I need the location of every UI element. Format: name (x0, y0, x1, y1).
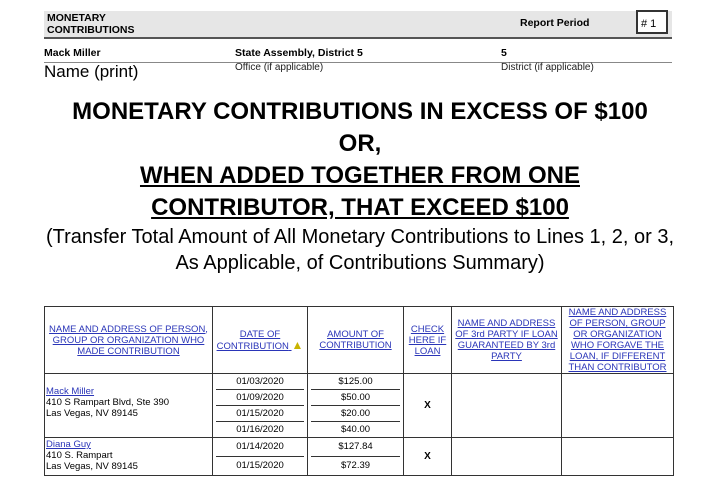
date-entry: 01/14/2020 (216, 438, 304, 457)
form-header-bar (44, 11, 672, 39)
report-number-field[interactable]: # 1 (636, 10, 668, 34)
date-entry: 01/09/2020 (216, 390, 304, 406)
heading-line2: OR, (338, 130, 382, 157)
amounts-cell (308, 374, 404, 438)
district-value[interactable]: 5 (501, 47, 507, 59)
filer-name-value[interactable]: Mack Miller (44, 47, 101, 59)
filer-info-row (44, 46, 672, 63)
amount-entry: $40.00 (340, 424, 371, 435)
page-heading (40, 96, 680, 224)
col-header-forgave[interactable]: NAME AND ADDRESS OF PERSON, GROUP OR ORGANIZATION WHO FORGAVE THE LOAN, IF DIFFERENT THAN CONTRIBUTOR (562, 307, 674, 374)
contributor-name-link[interactable]: Diana Guy (46, 439, 91, 450)
contributions-table (44, 306, 674, 476)
forgave-cell[interactable] (562, 374, 674, 438)
date-entry: 01/15/2020 (236, 460, 284, 471)
heading-line1: MONETARY CONTRIBUTIONS IN EXCESS OF $100 (72, 98, 648, 125)
date-entry: 01/16/2020 (236, 424, 284, 435)
form-title (47, 12, 135, 36)
contributor-name-link[interactable]: Mack Miller (46, 386, 95, 397)
amount-entry: $127.84 (311, 438, 400, 457)
amount-entry: $125.00 (311, 374, 400, 390)
table-row (45, 438, 674, 476)
table-row (45, 374, 674, 438)
col-header-amount[interactable]: AMOUNT OF CONTRIBUTION (308, 307, 404, 374)
col-header-date[interactable]: DATE OF CONTRIBUTION ▲ (213, 307, 308, 374)
name-print-label: Name (print) (44, 62, 139, 81)
amount-entry: $50.00 (311, 390, 400, 406)
dates-cell (213, 374, 308, 438)
date-entry: 01/03/2020 (216, 374, 304, 390)
report-period-label: Report Period (520, 17, 590, 29)
form-title-line1: MONETARY (47, 12, 106, 24)
col-header-third-party[interactable]: NAME AND ADDRESS OF 3rd PARTY IF LOAN GUARANTEED BY 3rd PARTY (452, 307, 562, 374)
office-value[interactable]: State Assembly, District 5 (235, 47, 363, 59)
form-title-line2: CONTRIBUTIONS (47, 24, 135, 36)
loan-check-cell[interactable]: X (404, 374, 452, 438)
col-header-name-address[interactable]: NAME AND ADDRESS OF PERSON, GROUP OR ORGANIZATION WHO MADE CONTRIBUTION (45, 307, 213, 374)
contributor-address-line1: 410 S Rampart Blvd, Ste 390 (46, 397, 170, 408)
contributor-address-line2: Las Vegas, NV 89145 (46, 408, 138, 419)
contributor-address-line1: 410 S. Rampart (46, 450, 113, 461)
transfer-note: (Transfer Total Amount of All Monetary Contributions to Lines 1, 2, or 3, As Applicable, of Contributions Summary) (45, 226, 675, 274)
loan-check-cell[interactable]: X (404, 438, 452, 476)
contributor-cell (45, 438, 213, 476)
district-label: District (if applicable) (501, 62, 594, 73)
amount-entry: $20.00 (311, 406, 400, 422)
heading-line4: CONTRIBUTOR, THAT EXCEED $100 (151, 194, 569, 221)
date-entry: 01/15/2020 (216, 406, 304, 422)
contributor-cell (45, 374, 213, 438)
table-header-row (45, 307, 674, 374)
third-party-cell[interactable] (452, 438, 562, 476)
sort-up-arrow-icon[interactable]: ▲ (291, 337, 304, 352)
office-label: Office (if applicable) (235, 62, 324, 73)
amount-entry: $72.39 (340, 460, 371, 471)
dates-cell (213, 438, 308, 476)
heading-line3: WHEN ADDED TOGETHER FROM ONE (139, 162, 580, 189)
col-header-check-loan[interactable]: CHECK HERE IF LOAN (404, 307, 452, 374)
amounts-cell (308, 438, 404, 476)
third-party-cell[interactable] (452, 374, 562, 438)
contributor-address-line2: Las Vegas, NV 89145 (46, 461, 138, 472)
forgave-cell[interactable] (562, 438, 674, 476)
